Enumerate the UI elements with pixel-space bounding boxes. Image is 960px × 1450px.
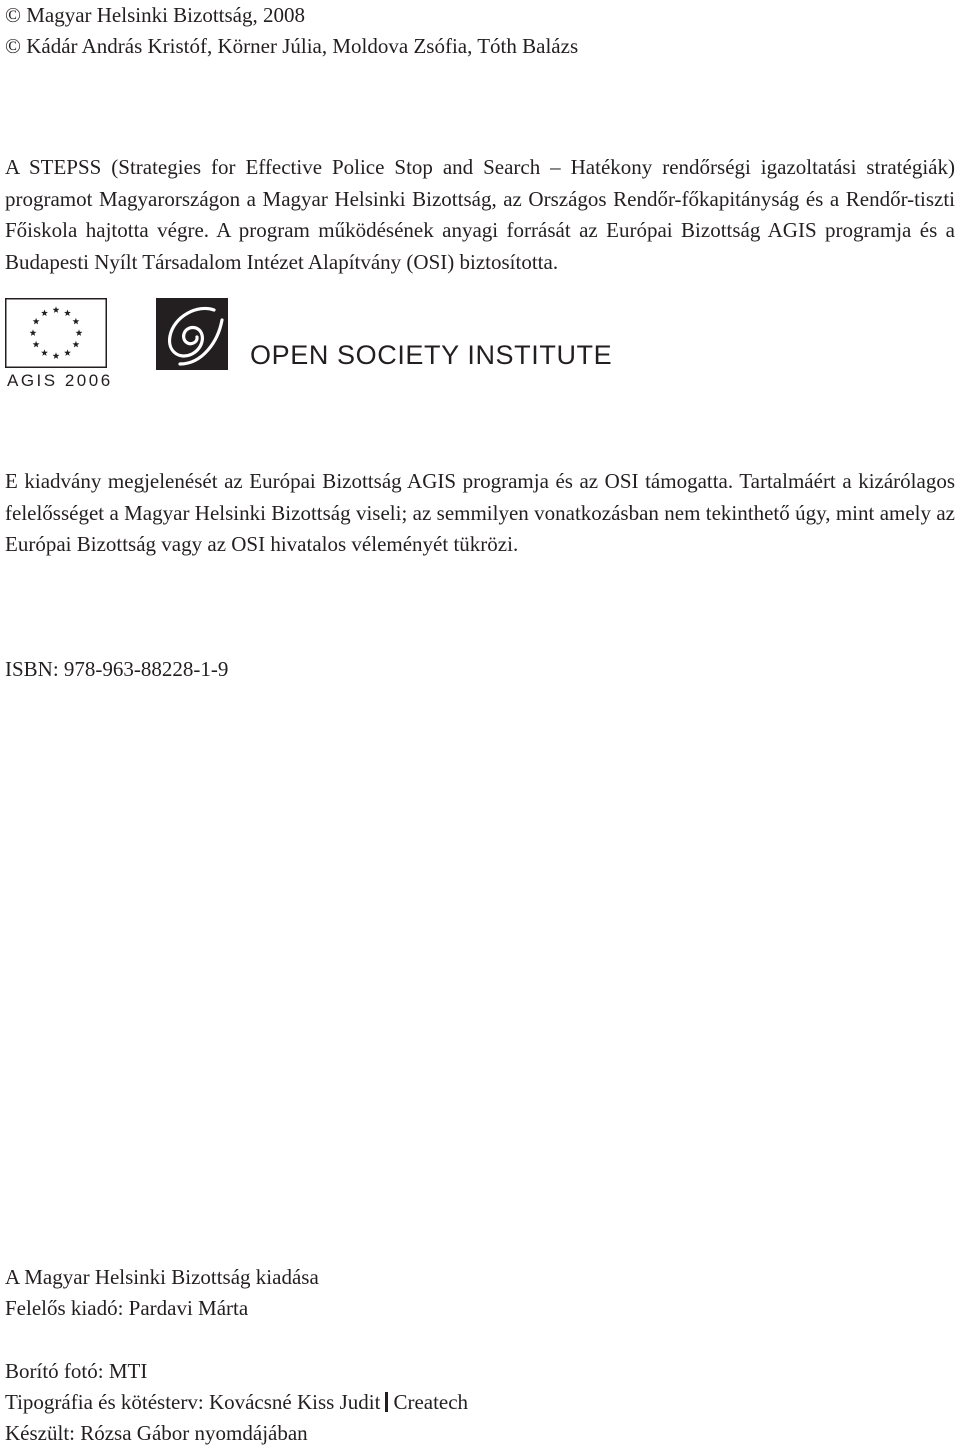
- imprint-printed: Készült: Rózsa Gábor nyomdájában: [5, 1421, 308, 1445]
- imprint-publisher: A Magyar Helsinki Bizottság kiadása: [5, 1265, 319, 1289]
- imprint-typography: [5, 1389, 468, 1415]
- agis-label: AGIS 2006: [7, 371, 113, 390]
- disclaimer: E kiadvány megjelenését az Európai Bizottság AGIS programja és az OSI támogatta. Tartalmáért a kizárólagos felelősséget a Magyar Helsinki Bizottság viseli; az semmilyen vonatkozásban nem tekinthető úgy, mint amely az Európai Bizottság vagy az OSI hivatalos véleményét tükrözi.: [5, 469, 955, 556]
- imprint-cover-photo: Borító fotó: MTI: [5, 1359, 148, 1383]
- imprint-typography-company: Createch: [393, 1390, 469, 1414]
- imprint-typography-designer: Tipográfia és kötésterv: Kovácsné Kiss Judit: [5, 1390, 381, 1414]
- osi-name: OPEN SOCIETY INSTITUTE: [250, 340, 613, 370]
- program-description: A STEPSS (Strategies for Effective Police Stop and Search – Hatékony rendőrségi igazoltatási stratégiák) programot Magyarországon a Magyar Helsinki Bizottság, az Országos Rendőr-főkapitányság és a Rendőr-tiszti Főiskola hajtotta végre. A program működésének anyagi forrását az Európai Bizottság AGIS programja és a Budapesti Nyílt Társadalom Intézet Alapítvány (OSI) biztosította.: [5, 155, 955, 274]
- eu-flag-logo: [5, 298, 107, 368]
- separator-bar: [385, 1392, 388, 1412]
- copyright-line-2: © Kádár András Kristóf, Körner Júlia, Moldova Zsófia, Tóth Balázs: [5, 34, 579, 58]
- imprint-responsible-publisher: Felelős kiadó: Pardavi Márta: [5, 1296, 249, 1320]
- isbn: ISBN: 978-963-88228-1-9: [5, 657, 229, 681]
- osi-logo-icon: [156, 298, 228, 370]
- copyright-line-1: © Magyar Helsinki Bizottság, 2008: [5, 3, 305, 27]
